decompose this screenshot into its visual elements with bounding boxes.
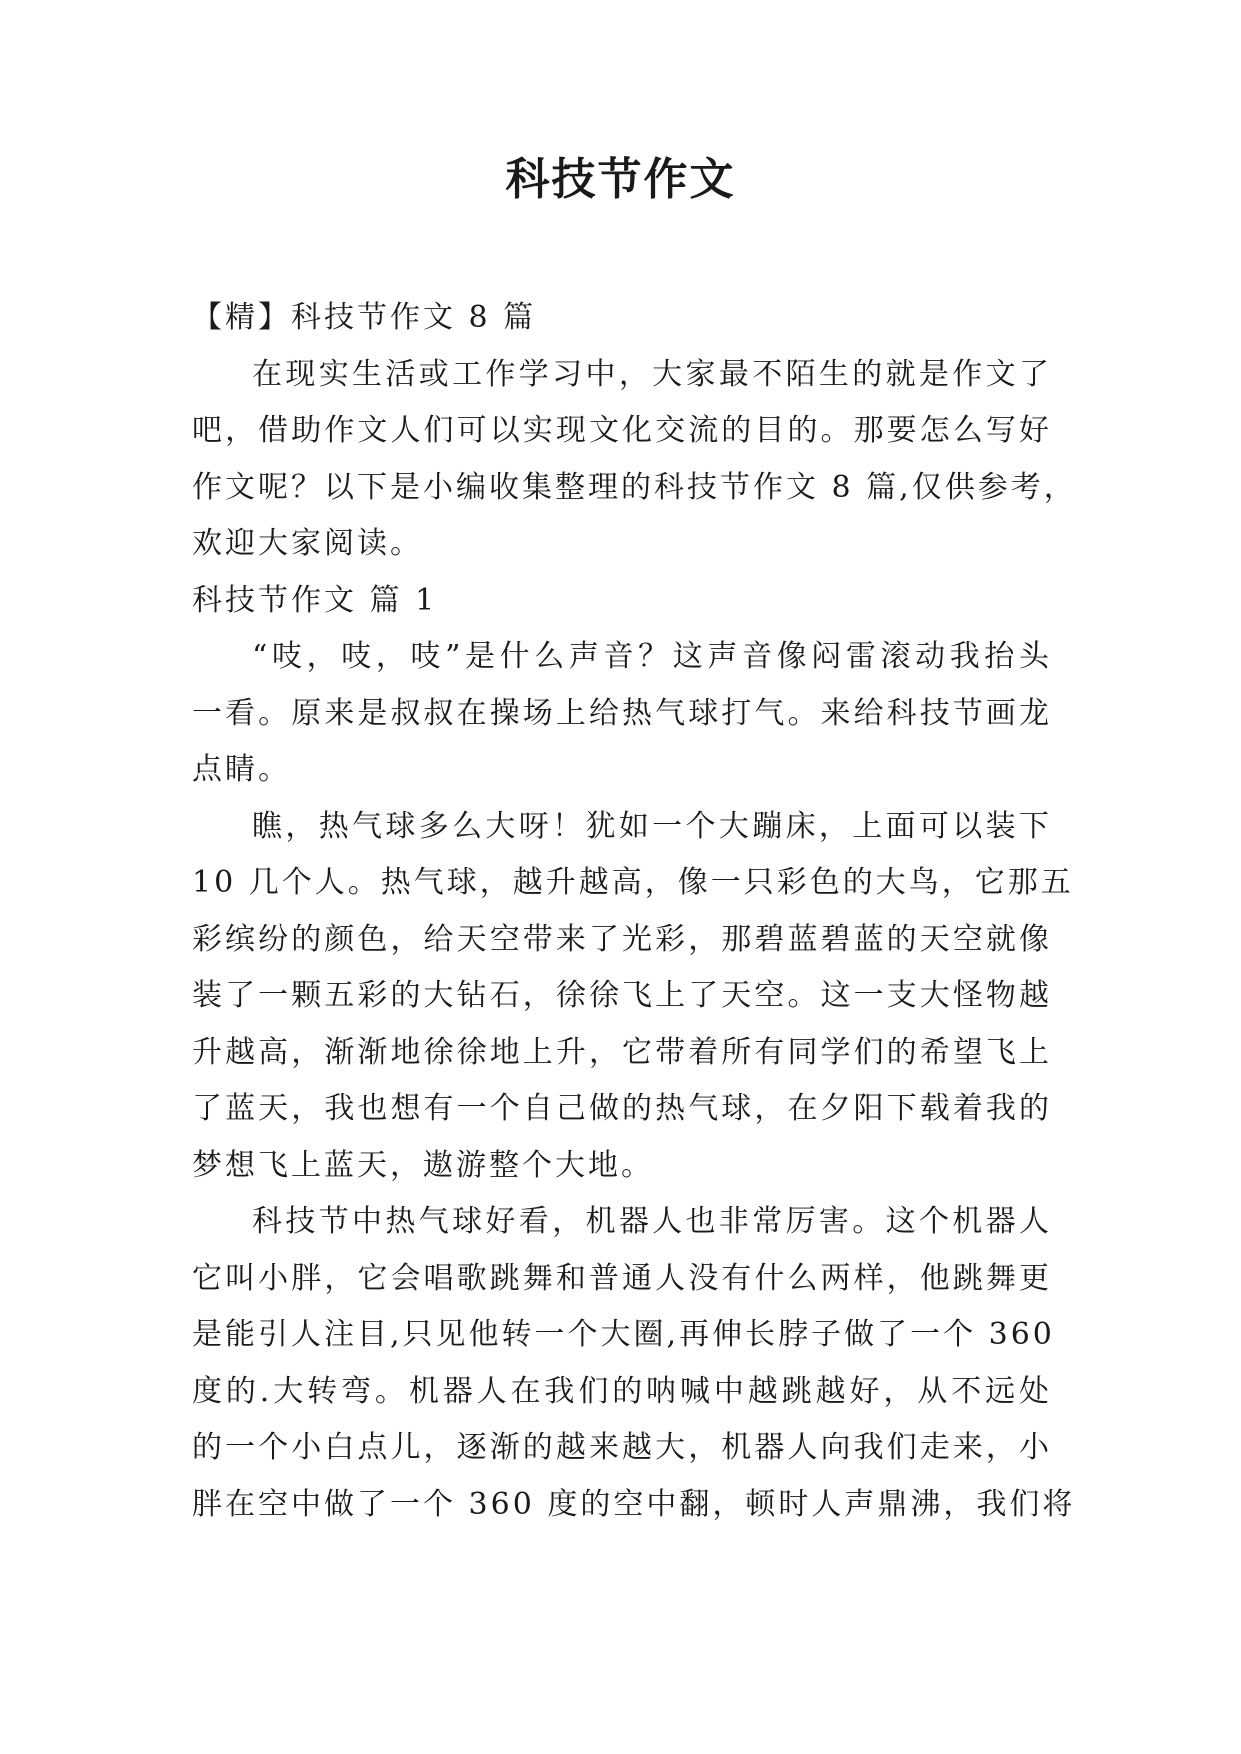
text-line: 胖在空中做了一个 360 度的空中翻，顿时人声鼎沸，我们将	[192, 1486, 1076, 1522]
text-line: 10 几个人。热气球，越升越高，像一只彩色的大鸟，它那五	[192, 865, 1074, 900]
text-line: 欢迎大家阅读。	[192, 526, 423, 561]
text-line: 吧，借助作文人们可以实现文化交流的目的。那要怎么写好	[192, 413, 1052, 448]
text-line: 彩缤纷的颜色，给天空带来了光彩，那碧蓝碧蓝的天空就像	[192, 921, 1052, 957]
text-line: 作文呢？以下是小编收集整理的科技节作文 8 篇,仅供参考，	[192, 469, 1077, 505]
text-line: 点睛。	[192, 752, 291, 787]
text-line: 了蓝天，我也想有一个自己做的热气球，在夕阳下载着我的	[192, 1091, 1052, 1126]
text-line: 装了一颗五彩的大钻石，徐徐飞上了天空。这一支大怪物越	[192, 978, 1052, 1013]
text-line: 是能引人注目,只见他转一个大圈,再伸长脖子做了一个 360	[192, 1317, 1055, 1352]
body-paragraph	[192, 1194, 1076, 1533]
text-line: 的一个小白点儿，逐渐的越来越大，机器人向我们走来，小	[192, 1430, 1052, 1465]
text-line: “吱，吱，吱”是什么声音？这声音像闷雷滚动我抬头	[252, 639, 1052, 674]
text-line: 瞧，热气球多么大呀！犹如一个大蹦床，上面可以装下	[252, 808, 1052, 844]
text-line: 在现实生活或工作学习中，大家最不陌生的就是作文了	[252, 356, 1052, 392]
section-heading: 科技节作文 篇 1	[192, 582, 438, 618]
intro-paragraph	[192, 347, 1077, 573]
document-body	[192, 290, 1077, 1533]
text-line: 升越高，渐渐地徐徐地上升，它带着所有同学们的希望飞上	[192, 1034, 1052, 1070]
document-subtitle: 【精】科技节作文 8 篇	[192, 300, 537, 335]
text-line: 它叫小胖，它会唱歌跳舞和普通人没有什么两样，他跳舞更	[192, 1260, 1052, 1296]
text-line: 梦想飞上蓝天，遨游整个大地。	[192, 1147, 654, 1183]
text-line: 一看。原来是叔叔在操场上给热气球打气。来给科技节画龙	[192, 695, 1052, 731]
body-paragraph	[192, 799, 1074, 1195]
document-title: 科技节作文	[505, 154, 736, 205]
body-paragraph	[192, 629, 1052, 799]
text-line: 度的.大转弯。机器人在我们的呐喊中越跳越好，从不远处	[192, 1373, 1052, 1409]
text-line: 科技节中热气球好看，机器人也非常厉害。这个机器人	[252, 1204, 1052, 1239]
